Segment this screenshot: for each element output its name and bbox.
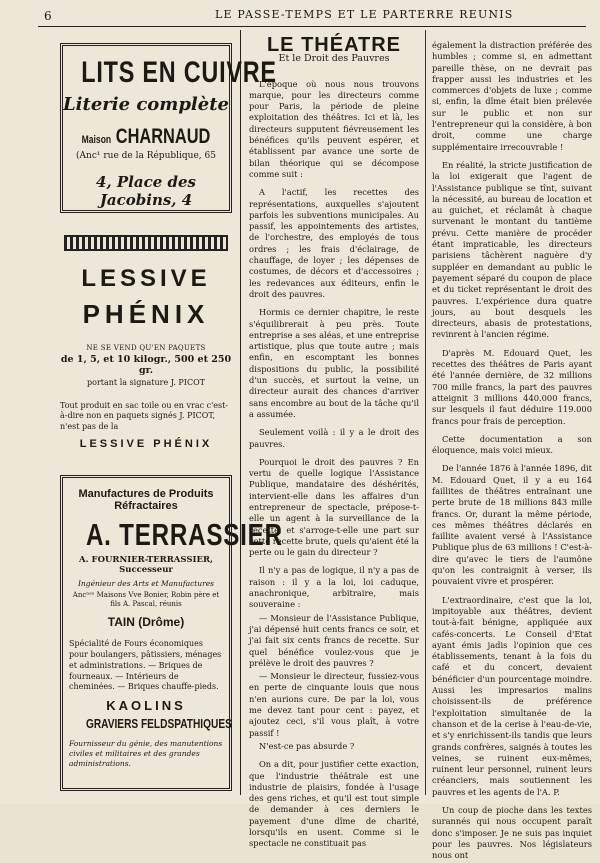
ad-charnaud-house-prefix: Maison: [81, 134, 112, 146]
ad-charnaud-house-name: CHARNAUD: [115, 125, 211, 148]
ad-phenix-line2: PHÉNIX: [82, 299, 210, 329]
ad-terrassier-heading: Manufactures de Produits Réfractaires: [78, 488, 214, 512]
article-paragraph: N'est-ce pas absurde ?: [259, 740, 355, 751]
article-paragraph: Il n'y a pas de logique, il n'y a pas de raison : il y a la loi, loi caduque, anachronique, arbitraire, mais souveraine :: [249, 565, 419, 610]
article-paragraph: A l'actif, les recettes des représentations, auxquelles s'ajoutent parfois les subventions municipales. Au passif, les appointements des artistes, de l'orchestre, des employés de tous ordres ; les frais d'éclairage, de chauffage, de loyer ; les dépenses de costumes, de décors et d'accessoires ; les redevances aux éditeurs, enfin le droit des pauvres.: [249, 187, 419, 299]
article-paragraph: De l'année 1876 à l'année 1896, dit M. Edouard Quet, il y a eu 164 faillites de théâtres entraînant une perte brute de 18 millions 843 mille francs. Or, durant la même période, ces mêmes théâtres déclarés en faillite avaient versé à l'Assistance Publique plus de 63 millions ! C'est-à-dire qu'avec le tiers de l'aumône qu'on les contraignit à verser, ils pouvaient vivre et prospérer.: [432, 463, 592, 587]
page-number: 6: [44, 9, 52, 23]
ad-terrassier-engineer: Ingénieur des Arts et Manufactures: [77, 579, 215, 588]
ad-terrassier-name: A. TERRASSIER: [85, 517, 283, 552]
article-paragraph: L'époque où nous nous trouvons marque, pour les directeurs comme pour Paris, la période de pleine exploitation des théâtres. Ici et là, les directeurs supputent fiévreusement les bénéfices qu'ils peuvent espérer, et établissent par avance une sorte de bilan théorique qui se décompose comme suit :: [249, 78, 419, 179]
ad-terrassier-former: Ancⁿᵉˢ Maisons Vve Bonier, Robin père et fils A. Pascal, réunis: [72, 591, 220, 609]
article-paragraph: L'extraordinaire, c'est que la loi, impitoyable aux théâtres, devient tout-à-fait bénigne, appliquée aux cafés-concerts. Le Conseil d'Etat ayant émis jadis l'opinion que ces établissements, tenant à la fois du café et du concert, devaient bénéficier d'un pourcentage moindre. Aussi les impresarios malins choisissent-ils de préférence l'exploitation simultanée de la chanson et de la cerise à l'eau-de-vie, et s'y enrichissent-ils tandis que leurs grands confrères, saignés à toutes les veines, se ruinent eux-mêmes, ruinent leur personnel, ruinent leurs créanciers, mais soutiennent les pauvres et les agents de l'A. P.: [432, 594, 592, 797]
article-paragraph: — Monsieur de l'Assistance Publique, j'ai dépensé huit cents francs ce soir, et j'ai fait six cents francs de recette. Sur quel bénéfice voulez-vous que je prélève le droit des pauvres ?: [249, 612, 419, 668]
article-paragraph: Un coup de pioche dans les textes surannés qui nous occupent paraît donc s'imposer. Je ne suis pas inquiet pour les pauvres. Nos législateurs nous ont: [432, 805, 592, 861]
running-title: LE PASSE-TEMPS ET LE PARTERRE REUNIS: [215, 8, 514, 21]
article-subtitle: Et le Droit des Pauvres: [278, 53, 390, 65]
ad-terrassier-successor: A. FOURNIER-TERRASSIER, Successeur: [79, 555, 213, 575]
ad-charnaud-old-address: (Anc¹ rue de la République, 65: [76, 151, 216, 161]
ad-terrassier-supplier: Fournisseur du génie, des manutentions civiles et militaires et des grandes administrations.: [69, 739, 223, 769]
article-paragraph: D'après M. Edouard Quet, les recettes des théâtres de Paris ayant été l'année dernière, de 32 millions 700 mille francs, la part des pauvres atteignit 3 millions 440.000 francs, sur lesquels il faut déduire 119.000 francs pour frais de perception.: [432, 347, 592, 426]
ad-terrassier-kaolins: KAOLINS: [106, 698, 186, 714]
ad-charnaud: [60, 43, 277, 213]
ad-charnaud-house: [81, 125, 210, 149]
ad-phenix-line1: LESSIVE: [81, 265, 211, 292]
article-paragraph: Pourquoi le droit des pauvres ? En vertu de quelle logique l'Assistance Publique, mandataire des déshérités, intervient-elle dans les affaires d'un entrepreneur de spectacle, prépose-t-elle un agent à la surveillance de la recette, et s'arroge-t-elle une part sur cette recette brute, quels qu'aient été la perte ou le gain du directeur ?: [249, 456, 419, 558]
article-paragraph: En réalité, la stricte justification de la loi exigerait que l'agent de l'Assistance publique se tînt, suivant la nécessité, au bureau de location et au guichet, et réclamât à chaque survenant le montant du tantième prévu. Cette manière de procéder étant impraticable, les directeurs parisiens tâchèrent naguère d'y suppléer en demandant au public le payement séparé du coupon de place et du ticket représentant le droit des pauvres. L'expérience dura quatre jours, au bout desquels les directeurs, abasis de protestations, revinrent à l'ancien régime.: [432, 159, 592, 340]
column-rule-2: [425, 30, 426, 795]
ad-phenix: [56, 235, 236, 455]
ad-terrassier-graviers: GRAVIERS FELDSPATHIQUES: [85, 716, 232, 732]
ad-phenix-signature: portant la signature J. PICOT: [87, 378, 205, 387]
article-paragraph: également la distraction préférée des humbles ; comme si, en admettant pareille thèse, on ne devrait pas frapper aussi les industries et les commerces d'objets de luxe ; comme si, enfin, la dîme était bien prélevée sur le public et non sur l'entrepreneur qui la considère, à bon droit, comme une charge supplémentaire irrecouvrable !: [432, 40, 592, 152]
header-rule: [38, 26, 586, 27]
ad-phenix-footer: LESSIVE PHÉNIX: [79, 438, 213, 451]
ad-phenix-note: Tout produit en sac toile ou en vrac c'est-à-dire non en paquets signés J. PICOT, n'est pas de la: [60, 401, 229, 431]
ad-terrassier-town: TAIN (Drôme): [107, 615, 185, 630]
article-column-1: [249, 34, 419, 852]
decorative-band: [64, 235, 228, 251]
article-paragraph: Seulement voilà : il y a le droit des pauvres.: [249, 427, 419, 449]
article-column-2: [432, 40, 592, 863]
ad-charnaud-subtitle: Literie complète: [63, 94, 229, 115]
ad-phenix-sizes: de 1, 5, et 10 kilogr., 500 et 250 gr.: [60, 354, 232, 376]
ad-phenix-sold-in: NE SE VEND QU'EN PAQUETS: [86, 344, 206, 352]
column-rule: [240, 30, 241, 795]
article-paragraph: Cette documentation a son éloquence, mais voici mieux.: [432, 433, 592, 456]
article-paragraph: Hormis ce dernier chapitre, le reste s'équilibrerait à peu près. Toute entreprise a ses aléas, et une entreprise artistique, plus que toute autre ; mais enfin, en escomptant les bonnes dispositions du public, la possibilité d'un succès, et surtout la veine, un directeur aurait des chances d'arriver sans encombre au bout de la tâche qu'il a assumée.: [249, 307, 419, 419]
ad-terrassier-specialty: Spécialité de Fours économiques pour boulangers, pâtissiers, ménages et administrations. — Briques de fourneaux. — Intérieurs de cheminées. — Briques chauffe-pieds.: [69, 639, 222, 692]
ad-charnaud-title: LITS EN CUIVRE: [81, 56, 277, 89]
ad-terrassier: [60, 475, 283, 791]
article-title: LE THÉATRE: [266, 34, 402, 56]
article-paragraph: On a dit, pour justifier cette exaction, que l'industrie théâtrale est une industrie de plaisirs, fondée à l'usage des gens riches, et qu'il est tout simple de demander à ces derniers le payement d'une dîme de charité, lorsqu'ils en usent. Comme si le spectacle ne constituait pas: [249, 759, 419, 849]
ad-charnaud-address: 4, Place des Jacobins, 4: [96, 173, 196, 209]
article-paragraph: — Monsieur le directeur, fussiez-vous en perte de cinquante louis que nous n'en aurions cure. De par la loi, vous me devez tant pour cent : payez, et ajoutez ceci, s'il vous plaît, à votre passif !: [249, 671, 419, 738]
